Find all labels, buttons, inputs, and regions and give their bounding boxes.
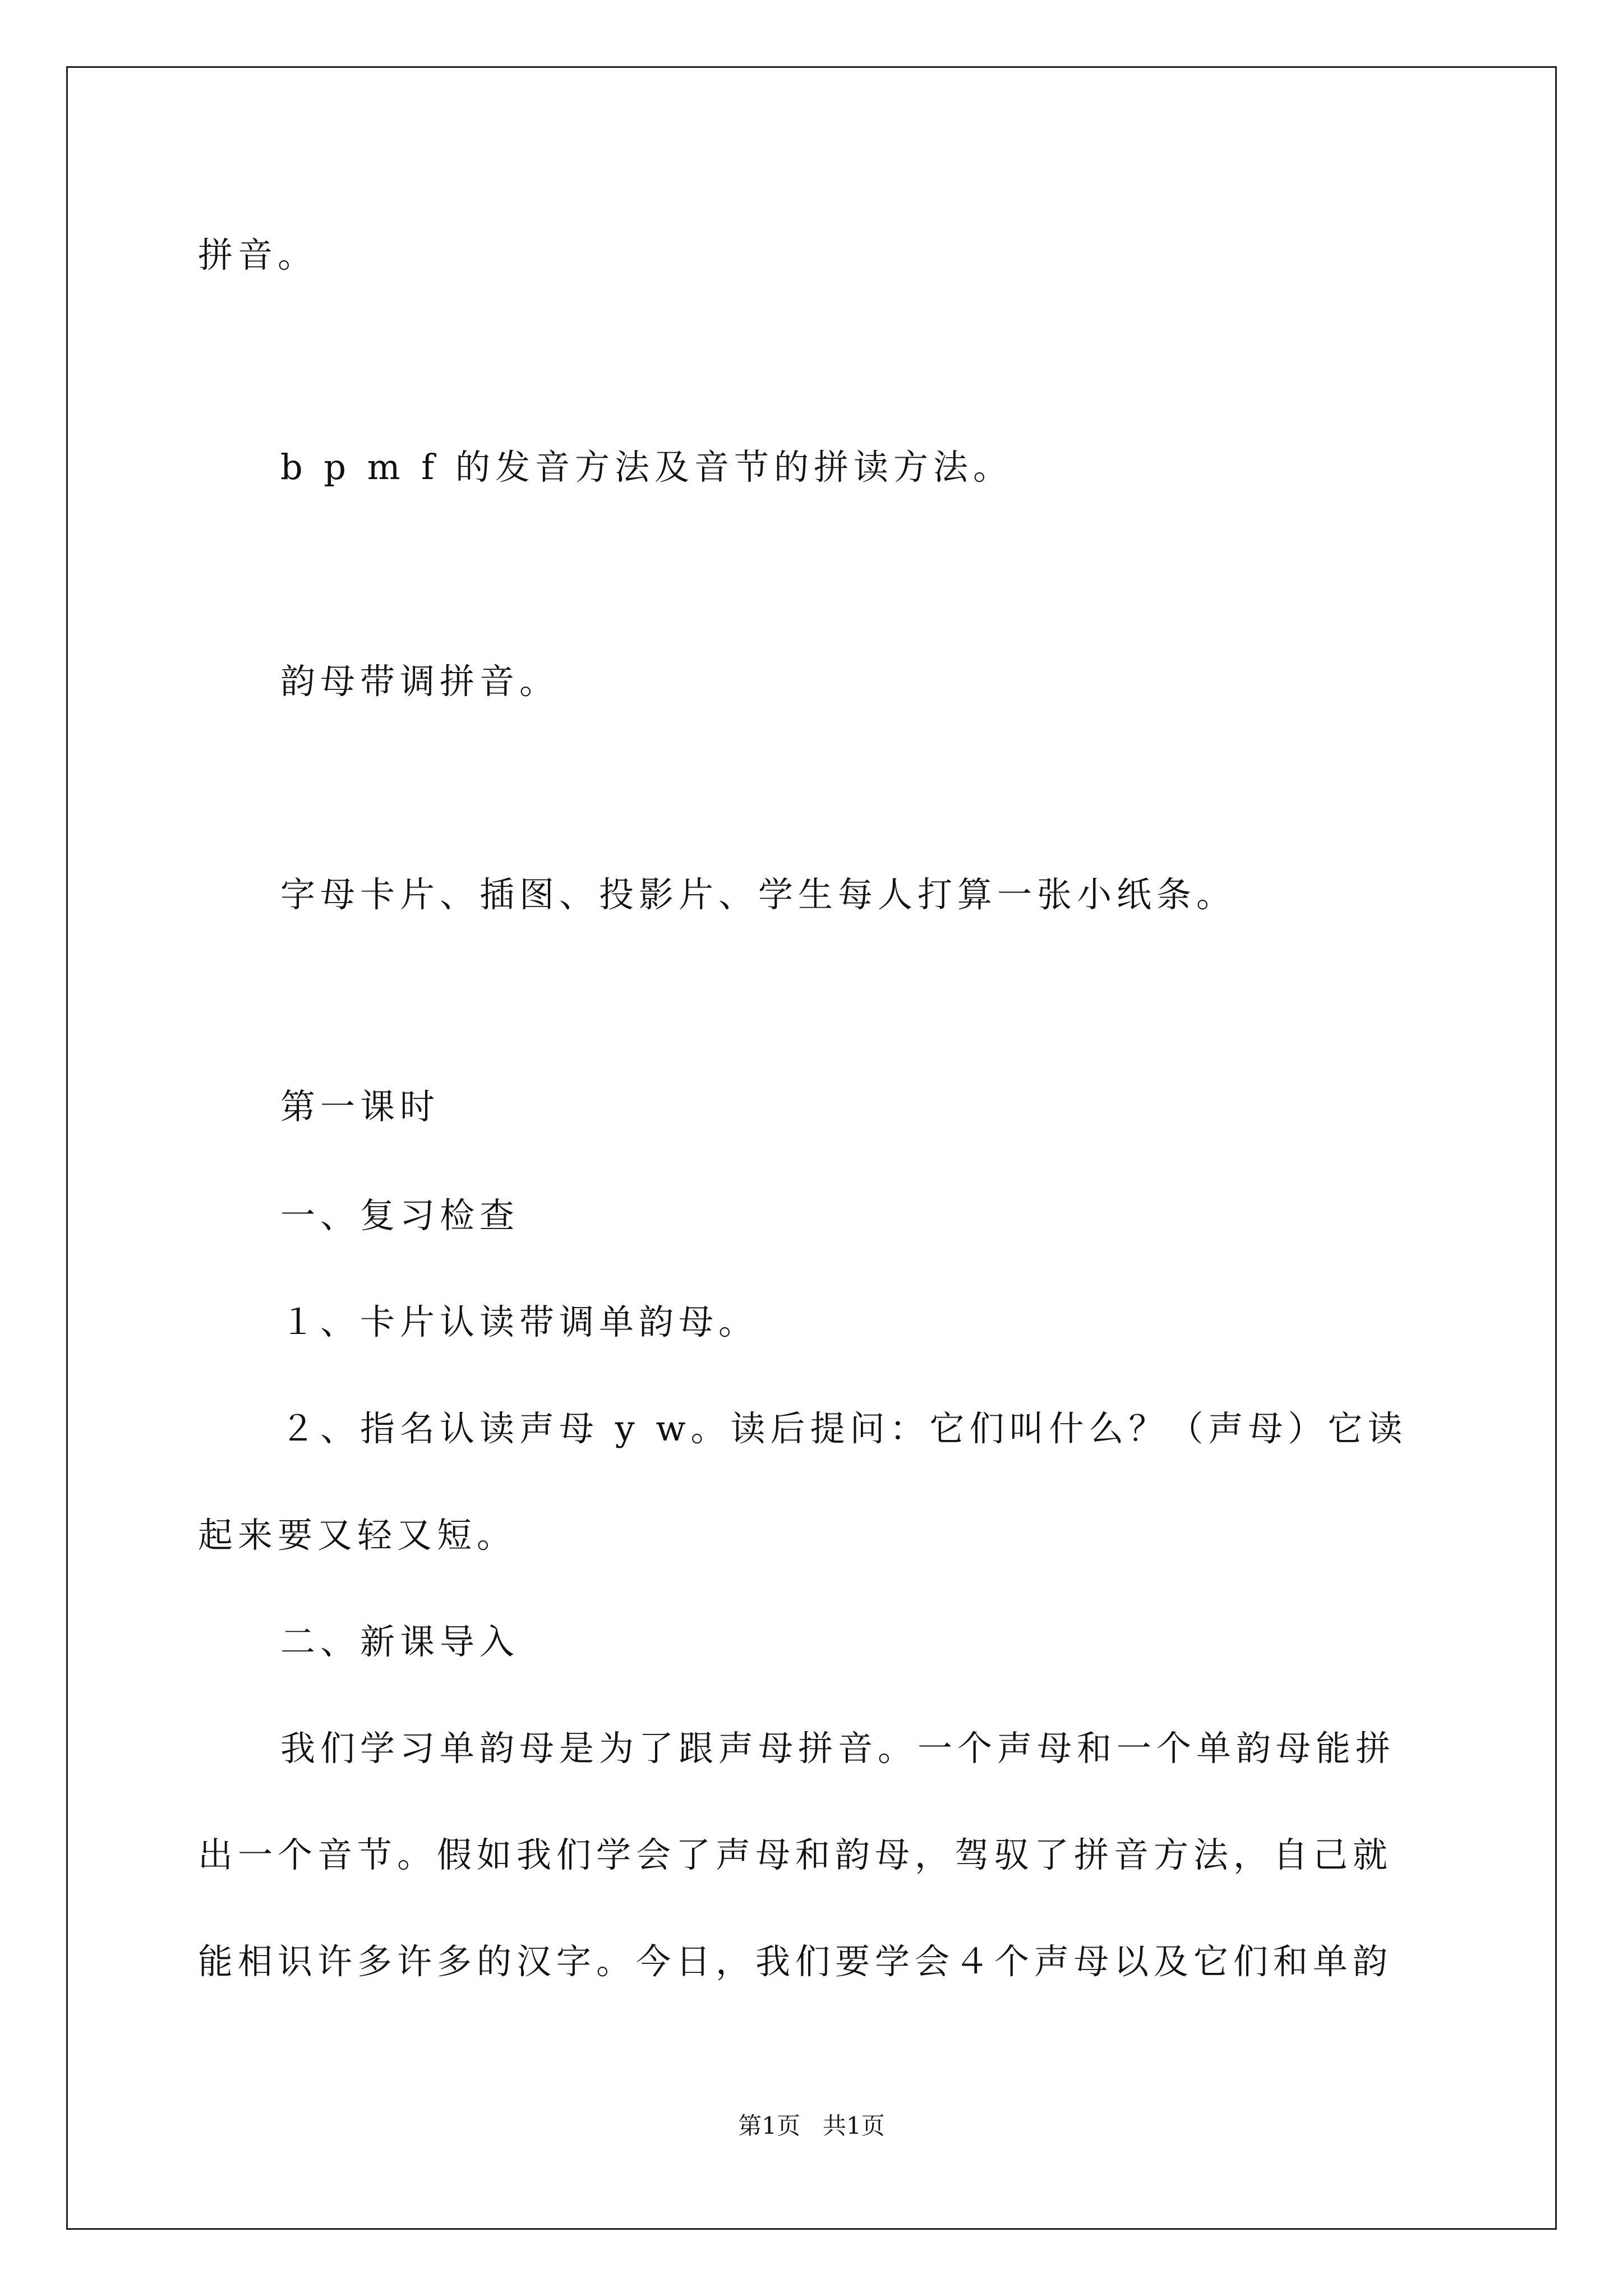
text-line: １、卡片认读带调单韵母。	[280, 1301, 759, 1342]
text-line: 拼音。	[198, 234, 318, 275]
text-line: 字母卡片、插图、投影片、学生每人打算一张小纸条。	[280, 874, 1237, 915]
text-line: b p m f 的发音方法及音节的拼读方法。	[280, 447, 1013, 487]
text-line: ２、指名认读声母 y w。读后提问：它们叫什么？（声母）它读	[280, 1408, 1408, 1449]
text-line: 韵母带调拼音。	[280, 661, 560, 702]
section-heading: 二、新课导入	[280, 1621, 520, 1662]
section-heading: 第一课时	[280, 1086, 440, 1127]
text-line: 能相识许多许多的汉字。今日，我们要学会４个声母以及它们和单韵	[198, 1941, 1393, 1982]
text-line: 起来要又轻又短。	[198, 1515, 517, 1556]
text-line: 出一个音节。假如我们学会了声母和韵母，驾驭了拼音方法，自己就	[198, 1834, 1393, 1875]
section-heading: 一、复习检查	[280, 1195, 520, 1236]
page-footer: 第1页 共1页	[738, 2112, 885, 2139]
text-line: 我们学习单韵母是为了跟声母拼音。一个声母和一个单韵母能拼	[280, 1728, 1396, 1769]
